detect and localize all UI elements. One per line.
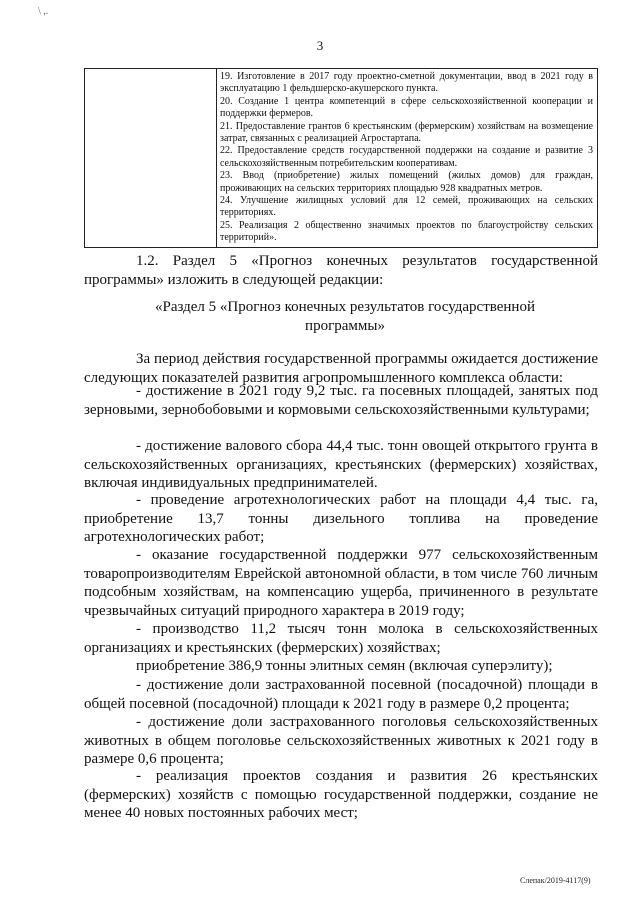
continuation-table — [84, 68, 598, 248]
bullet-seeds: приобретение 386,9 тонны элитных семян (включая суперэлиту); — [136, 658, 553, 674]
list-item: 20. Создание 1 центра компетенций в сфере сельскохозяйственной кооперации и поддержки фермеров. — [220, 95, 593, 120]
document-code: Слепак/2019-4117(9) — [520, 876, 591, 885]
list-item: 25. Реализация 2 общественно значимых проектов по благоустройству сельских территорий». — [220, 219, 593, 244]
corner-mark: \ ,. — [38, 6, 49, 17]
table-left-cell — [85, 69, 217, 248]
bullet-insured-livestock: - достижение доли застрахованного поголовья сельскохозяйственных животных в общем поголовье сельскохозяйственных животных к 2021 году в размере 0,6 процента; — [84, 714, 598, 768]
page-number: 3 — [316, 38, 324, 53]
list-item: 24. Улучшение жилищных условий для 12 семей, проживающих на сельских территориях. — [220, 195, 593, 219]
bullet-farm-projects: - реализация проектов создания и развития 26 крестьянских (фермерских) хозяйств с помощью государственной поддержки, создание не менее 40 новых постоянных рабочих мест; — [84, 768, 598, 822]
list-item: 22. Предоставление средств государственной поддержки на создание и развитие 3 сельскохозяйственным потребительским кооперативам. — [220, 145, 593, 169]
table-row — [85, 69, 598, 248]
bullet-state-support: - оказание государственной поддержки 977 сельскохозяйственным товаропроизводителям Еврейской автономной области, в том числе 760 личным подсобным хозяйствам, на компенсацию ущерба, причиненного в результате чрезвычайных ситуаций природного характера в 2019 году; — [84, 547, 598, 619]
bullet-milk: - производство 11,2 тысяч тонн молока в сельскохозяйственных организациях и крестьянских (фермерских) хозяйствах; — [84, 621, 598, 656]
bullet-sown-area: - достижение в 2021 году 9,2 тыс. га посевных площадей, занятых под зерновыми, зернобобовыми и кормовыми сельскохозяйственными культурами; — [84, 383, 598, 418]
paragraph-intro: 1.2. Раздел 5 «Прогноз конечных результатов государственной программы» изложить в следующей редакции: — [84, 253, 598, 288]
paragraph-lead: За период действия государственной программы ожидается достижение следующих показателей развития агропромышленного комплекса области: — [84, 351, 598, 386]
bullet-agrotech: - проведение агротехнологических работ на площади 4,4 тыс. га, приобретение 13,7 тонны дизельного топлива на проведение агротехнологических работ; — [84, 492, 598, 546]
list-item: 19. Изготовление в 2017 году проектно-сметной документации, ввод в 2021 году в эксплуатацию 1 фельдшерско-акушерского пункта. — [220, 71, 593, 95]
bullet-vegetables: - достижение валового сбора 44,4 тыс. тонн овощей открытого грунта в сельскохозяйственных организациях, крестьянских (фермерских) хозяйствах, включая индивидуальных предпринимателей. — [84, 438, 598, 492]
bullet-insured-area: - достижение доли застрахованной посевной (посадочной) площади в общей посевной (посадочной) площади к 2021 году в размере 0,2 процента; — [84, 677, 598, 712]
list-item: 21. Предоставление грантов 6 крестьянским (фермерским) хозяйствам на возмещение затрат, связанных с реализацией Агростартапа. — [220, 120, 593, 145]
section-title: «Раздел 5 «Прогноз конечных результатов государственной программы» — [154, 299, 535, 334]
table-right-cell — [217, 69, 598, 248]
list-item: 23. Ввод (приобретение) жилых помещений (жилых домов) для граждан, проживающих на сельских территориях площадью 928 квадратных метров. — [220, 170, 593, 194]
